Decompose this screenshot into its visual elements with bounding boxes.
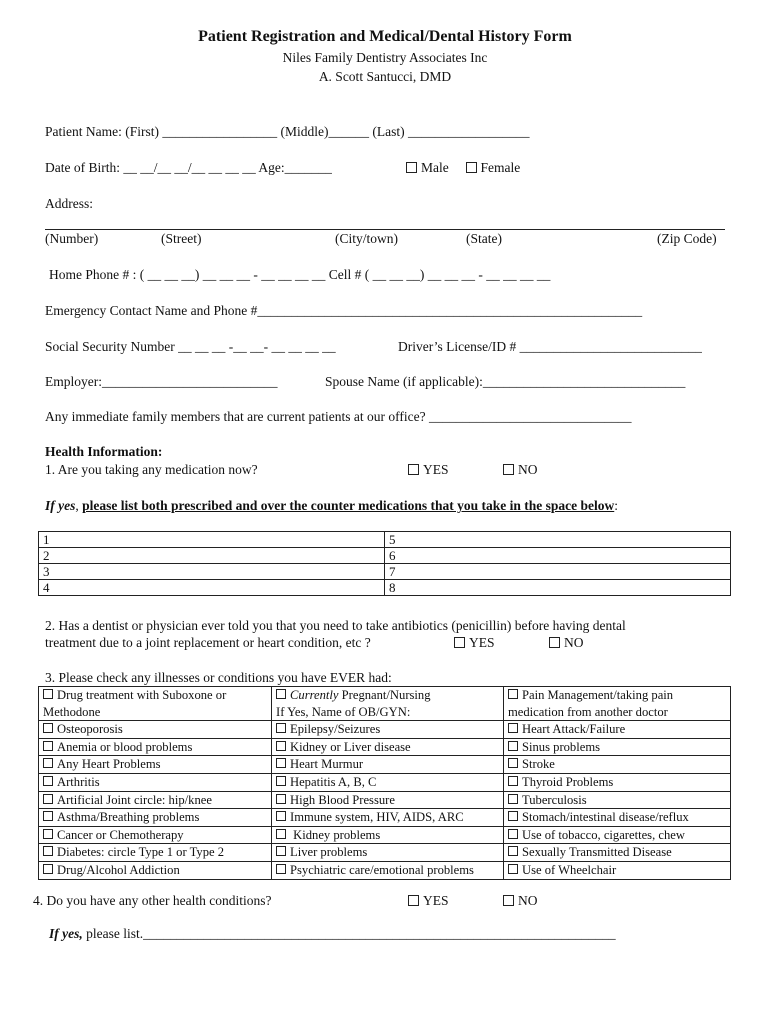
checkbox-icon (503, 895, 514, 906)
ifyes-prefix: If yes (45, 498, 76, 513)
condition-label: Anemia or blood problems (57, 739, 193, 754)
condition-label: Asthma/Breathing problems (57, 810, 200, 825)
yes-label: YES (423, 462, 449, 477)
yes-label: YES (423, 893, 449, 908)
table-row (39, 564, 731, 580)
checkbox-icon (454, 637, 465, 648)
checkbox-icon (466, 162, 477, 173)
drivers-license-field[interactable]: Driver’s License/ID # ___________________________ (398, 339, 702, 354)
condition-cell[interactable] (272, 721, 504, 739)
condition-label: Immune system, HIV, AIDS, ARC (290, 810, 464, 825)
practice-name: Niles Family Dentistry Associates Inc (282, 50, 488, 65)
med-cell[interactable]: 2 (39, 548, 385, 564)
condition-cell[interactable] (272, 738, 504, 756)
checkbox-icon (276, 829, 286, 839)
condition-label: Use of tobacco, cigarettes, chew (522, 827, 685, 842)
checkbox-icon (276, 846, 286, 856)
checkbox-icon (43, 741, 53, 751)
condition-cell[interactable] (39, 809, 272, 827)
checkbox-icon (276, 689, 286, 699)
condition-cell[interactable] (272, 844, 504, 862)
condition-label: Use of Wheelchair (522, 862, 617, 877)
condition-label: If Yes, Name of OB/GYN: (276, 704, 411, 719)
address-state-label: (State) (466, 231, 502, 246)
checkbox-icon (43, 689, 53, 699)
ifyes-comma: , (75, 498, 79, 513)
table-row (39, 773, 731, 791)
condition-cell[interactable] (39, 687, 272, 721)
checkbox-icon (508, 758, 518, 768)
ifyes-text: please list both prescribed and over the counter medications that you take in the space below (82, 498, 615, 513)
female-checkbox[interactable] (466, 160, 521, 175)
checkbox-icon (276, 776, 286, 786)
condition-cell[interactable] (39, 721, 272, 739)
condition-label: Drug treatment with Suboxone or (57, 688, 227, 702)
condition-cell[interactable] (272, 826, 504, 844)
health-heading: Health Information: (45, 444, 163, 459)
condition-label: Stomach/intestinal disease/reflux (522, 810, 689, 825)
checkbox-icon (43, 776, 53, 786)
dob-label: Date of Birth: __ __/__ __/__ __ __ __ Age:_______ (45, 160, 332, 175)
condition-label: Any Heart Problems (57, 757, 161, 772)
q2-no-checkbox[interactable] (549, 635, 584, 651)
condition-cell[interactable] (272, 687, 504, 721)
family-members-field[interactable]: Any immediate family members that are current patients at our office? ______________________________ (45, 409, 632, 424)
checkbox-icon (43, 811, 53, 821)
yes-label: YES (469, 635, 495, 650)
spouse-field[interactable]: Spouse Name (if applicable):______________________________ (325, 374, 686, 389)
condition-label: Heart Attack/Failure (522, 722, 626, 737)
condition-label: Cancer or Chemotherapy (57, 827, 184, 842)
condition-cell[interactable] (39, 791, 272, 809)
condition-label: Kidney or Liver disease (290, 739, 411, 754)
address-street-label: (Street) (161, 231, 202, 246)
table-row (39, 721, 731, 739)
checkbox-icon (508, 794, 518, 804)
checkbox-icon (276, 723, 286, 733)
table-row (39, 791, 731, 809)
checkbox-icon (276, 864, 286, 874)
no-label: NO (564, 635, 584, 650)
table-row (39, 532, 731, 548)
table-row (39, 548, 731, 564)
condition-label: medication from another doctor (508, 704, 668, 719)
checkbox-icon (508, 741, 518, 751)
med-cell[interactable]: 4 (39, 580, 385, 596)
condition-cell[interactable] (504, 826, 731, 844)
condition-cell[interactable] (504, 756, 731, 774)
condition-cell[interactable] (272, 773, 504, 791)
table-row (39, 738, 731, 756)
patient-name-field[interactable]: Patient Name: (First) _________________ (Middle)______ (Last) __________________ (45, 124, 530, 139)
q4-yes-checkbox[interactable] (408, 893, 449, 909)
address-input-line[interactable] (45, 229, 725, 230)
condition-cell[interactable] (504, 809, 731, 827)
q2-text-line2: treatment due to a joint replacement or heart condition, etc ? (45, 635, 371, 650)
condition-label: Hepatitis A, B, C (290, 774, 377, 789)
condition-label: Pregnant/Nursing (338, 688, 431, 702)
condition-label: Methodone (43, 704, 101, 719)
checkbox-icon (43, 758, 53, 768)
checkbox-icon (43, 864, 53, 874)
condition-cell[interactable] (39, 756, 272, 774)
no-label: NO (518, 893, 538, 908)
condition-cell[interactable] (39, 738, 272, 756)
q1-text: 1. Are you taking any medication now? (45, 462, 258, 477)
condition-cell[interactable] (504, 861, 731, 879)
med-cell[interactable]: 8 (385, 580, 731, 596)
condition-label: Epilepsy/Seizures (290, 722, 381, 737)
condition-cell[interactable] (39, 773, 272, 791)
condition-cell[interactable] (504, 721, 731, 739)
q4-list-line: please list.______________________________________________________________________ (82, 926, 616, 941)
sex-options (406, 160, 520, 176)
condition-label: Kidney problems (290, 827, 381, 842)
condition-label: Currently (290, 688, 339, 702)
condition-label: Pain Management/taking pain (522, 688, 674, 702)
checkbox-icon (508, 776, 518, 786)
checkbox-icon (508, 723, 518, 733)
male-label: Male (421, 160, 449, 175)
q4-list-field[interactable] (49, 926, 616, 942)
checkbox-icon (508, 689, 518, 699)
table-row (39, 809, 731, 827)
q4-no-checkbox[interactable] (503, 893, 538, 909)
condition-cell[interactable] (504, 738, 731, 756)
condition-label: Diabetes: circle Type 1 or Type 2 (57, 845, 225, 860)
med-cell[interactable]: 6 (385, 548, 731, 564)
checkbox-icon (43, 794, 53, 804)
checkbox-icon (508, 864, 518, 874)
q4-ifyes: If yes, (49, 926, 83, 941)
condition-label: Arthritis (57, 774, 100, 789)
condition-cell[interactable] (39, 861, 272, 879)
table-row (39, 826, 731, 844)
address-label: Address: (45, 196, 93, 211)
checkbox-icon (276, 741, 286, 751)
checkbox-icon (406, 162, 417, 173)
male-checkbox[interactable] (406, 160, 449, 175)
q1-no-checkbox[interactable] (503, 462, 538, 478)
checkbox-icon (508, 811, 518, 821)
condition-label: Liver problems (290, 845, 368, 860)
condition-cell[interactable] (272, 756, 504, 774)
checkbox-icon (276, 811, 286, 821)
conditions-table (38, 686, 731, 880)
female-label: Female (480, 160, 521, 175)
employer-field[interactable]: Employer:__________________________ (45, 374, 278, 389)
address-city-label: (City/town) (335, 231, 398, 246)
medication-instructions (45, 498, 618, 514)
table-row (39, 687, 731, 721)
condition-label: Psychiatric care/emotional problems (290, 862, 474, 877)
condition-label: Artificial Joint circle: hip/knee (57, 792, 212, 807)
condition-label: Stroke (522, 757, 555, 772)
condition-label: Sexually Transmitted Disease (522, 845, 672, 860)
condition-label: Osteoporosis (57, 722, 123, 737)
dob-age-field[interactable] (45, 160, 332, 176)
med-cell[interactable]: 3 (39, 564, 385, 580)
address-zip-label: (Zip Code) (657, 231, 717, 246)
address-number-label: (Number) (45, 231, 99, 246)
checkbox-icon (508, 846, 518, 856)
checkbox-icon (508, 829, 518, 839)
condition-label: Thyroid Problems (522, 774, 614, 789)
condition-label: Drug/Alcohol Addiction (57, 862, 180, 877)
medications-table (38, 531, 731, 596)
checkbox-icon (43, 723, 53, 733)
checkbox-icon (276, 794, 286, 804)
checkbox-icon (276, 758, 286, 768)
table-row (39, 756, 731, 774)
condition-cell[interactable] (504, 844, 731, 862)
phone-field[interactable]: Home Phone # : ( __ __ __) __ __ __ - __ __ __ __ Cell # ( __ __ __) __ __ __ - __ __ __ __ (49, 267, 551, 282)
condition-cell[interactable] (504, 791, 731, 809)
condition-cell[interactable] (272, 791, 504, 809)
ssn-field[interactable]: Social Security Number __ __ __ -__ __- __ __ __ __ (45, 339, 336, 354)
med-cell[interactable]: 1 (39, 532, 385, 548)
ifyes-colon: : (614, 498, 619, 513)
table-row (39, 844, 731, 862)
checkbox-icon (549, 637, 560, 648)
med-cell[interactable]: 7 (385, 564, 731, 580)
checkbox-icon (43, 846, 53, 856)
doctor-name: A. Scott Santucci, DMD (318, 69, 452, 84)
condition-cell[interactable] (504, 687, 731, 721)
condition-cell[interactable] (39, 826, 272, 844)
q1-yes-checkbox[interactable] (408, 462, 449, 478)
condition-cell[interactable] (504, 773, 731, 791)
checkbox-icon (408, 464, 419, 475)
emergency-contact-field[interactable]: Emergency Contact Name and Phone #_________________________________________________________ (45, 303, 643, 318)
condition-label: Sinus problems (522, 739, 601, 754)
condition-cell[interactable] (39, 844, 272, 862)
med-cell[interactable]: 5 (385, 532, 731, 548)
q3-text: 3. Please check any illnesses or conditions you have EVER had: (45, 670, 392, 685)
condition-cell[interactable] (272, 809, 504, 827)
q2-text-line1: 2. Has a dentist or physician ever told you that you need to take antibiotics (penicillin) before having dental (45, 618, 626, 633)
no-label: NO (518, 462, 538, 477)
checkbox-icon (43, 829, 53, 839)
checkbox-icon (408, 895, 419, 906)
condition-label: Heart Murmur (290, 757, 364, 772)
condition-label: Tuberculosis (522, 792, 587, 807)
q2-yes-checkbox[interactable] (454, 635, 495, 651)
condition-label: High Blood Pressure (290, 792, 395, 807)
checkbox-icon (503, 464, 514, 475)
table-row (39, 580, 731, 596)
q4-text: 4. Do you have any other health conditions? (33, 893, 272, 908)
form-title: Patient Registration and Medical/Dental History Form (198, 28, 572, 45)
table-row (39, 861, 731, 879)
condition-cell[interactable] (272, 861, 504, 879)
